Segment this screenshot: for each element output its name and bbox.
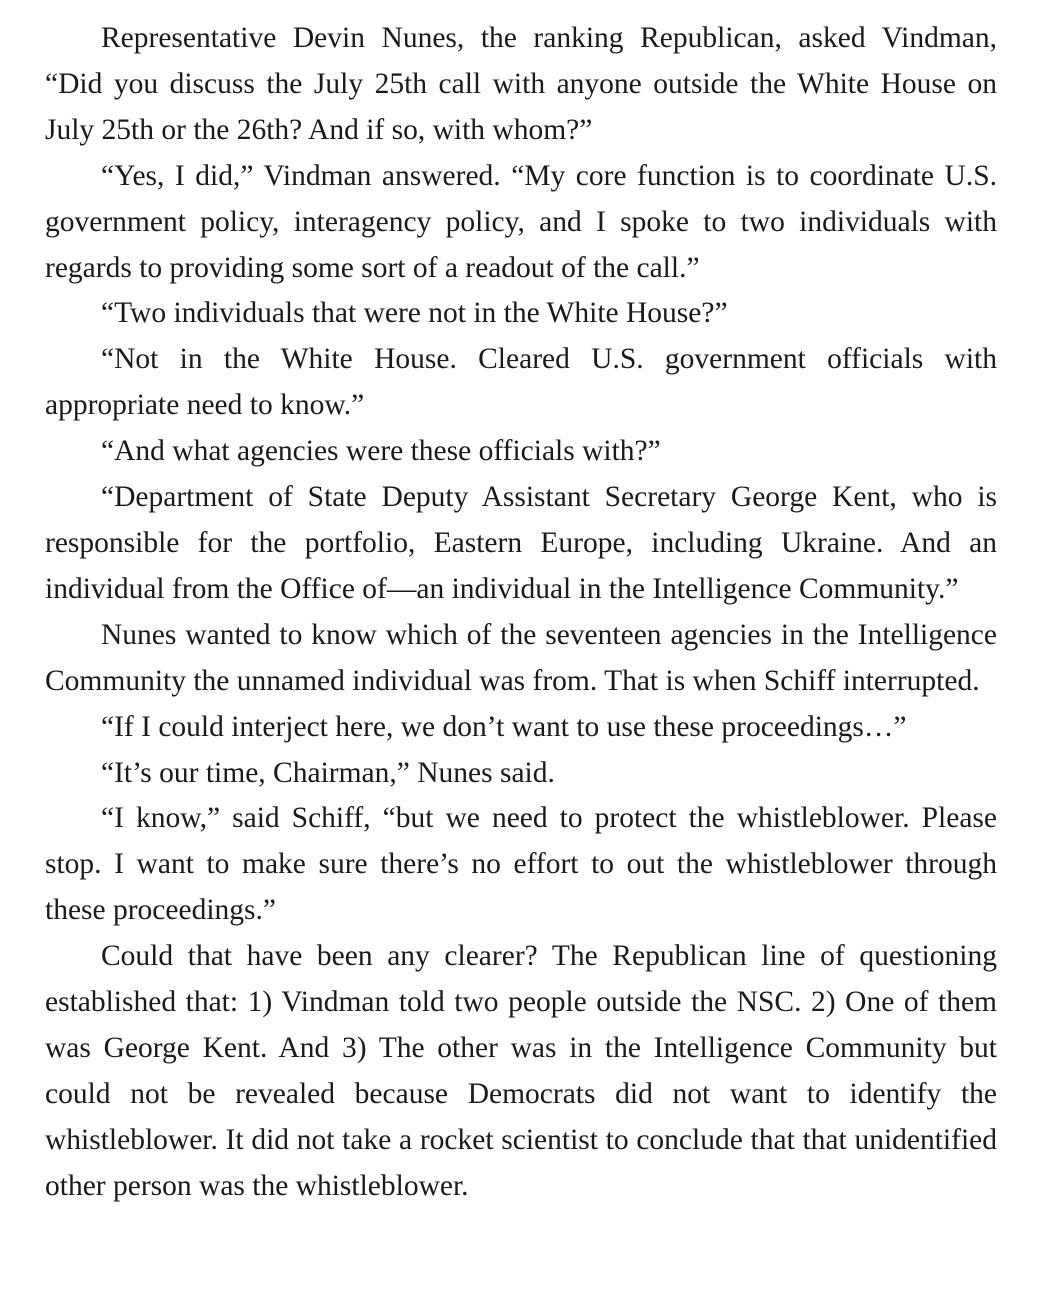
paragraph-seventeen-agencies: Nunes wanted to know which of the seventeen agencies in the Intelligence Community the unnamed individual was from. That is when Schiff interrupted.	[45, 618, 997, 697]
paragraph-protect-whistleblower: “I know,” said Schiff, “but we need to protect the whistleblower. Please stop. I want to make sure there’s no effort to out the whistleblower through these proceedings.”	[45, 802, 997, 927]
paragraph-schiff-interject: “If I could interject here, we don’t want to use these proceedings…”	[101, 710, 907, 743]
paragraph-conclusion: Could that have been any clearer? The Republican line of questioning established that: 1) Vindman told two people outside the NSC. 2) One of them was George Kent. And 3) The other was in the Intelligence Community but could not be revealed because Democrats did not want to identify the whistleblower. It did not take a rocket scientist to conclude that that unidentified other person was the whistleblower.	[45, 940, 997, 1202]
paragraph-our-time: “It’s our time, Chairman,” Nunes said.	[101, 756, 555, 789]
paragraph-two-individuals-question: “Two individuals that were not in the White House?”	[101, 297, 728, 330]
paragraph-nunes-question: Representative Devin Nunes, the ranking Republican, asked Vindman, “Did you discuss the July 25th call with anyone outside the White House on July 25th or the 26th? And if so, with whom?”	[45, 22, 997, 146]
paragraph-cleared-officials: “Not in the White House. Cleared U.S. government officials with appropriate need to know.”	[45, 343, 997, 422]
paragraph-vindman-answer: “Yes, I did,” Vindman answered. “My core function is to coordinate U.S. government policy, interagency policy, and I spoke to two individuals with regards to providing some sort of a readout of the call.”	[45, 159, 997, 284]
paragraph-george-kent: “Department of State Deputy Assistant Secretary George Kent, who is responsible for the portfolio, Eastern Europe, including Ukraine. And an individual from the Office of—an individual in the Intelligence Community.”	[45, 481, 997, 605]
book-page-text	[45, 16, 997, 1210]
paragraph-agencies-question: “And what agencies were these officials with?”	[101, 435, 661, 468]
